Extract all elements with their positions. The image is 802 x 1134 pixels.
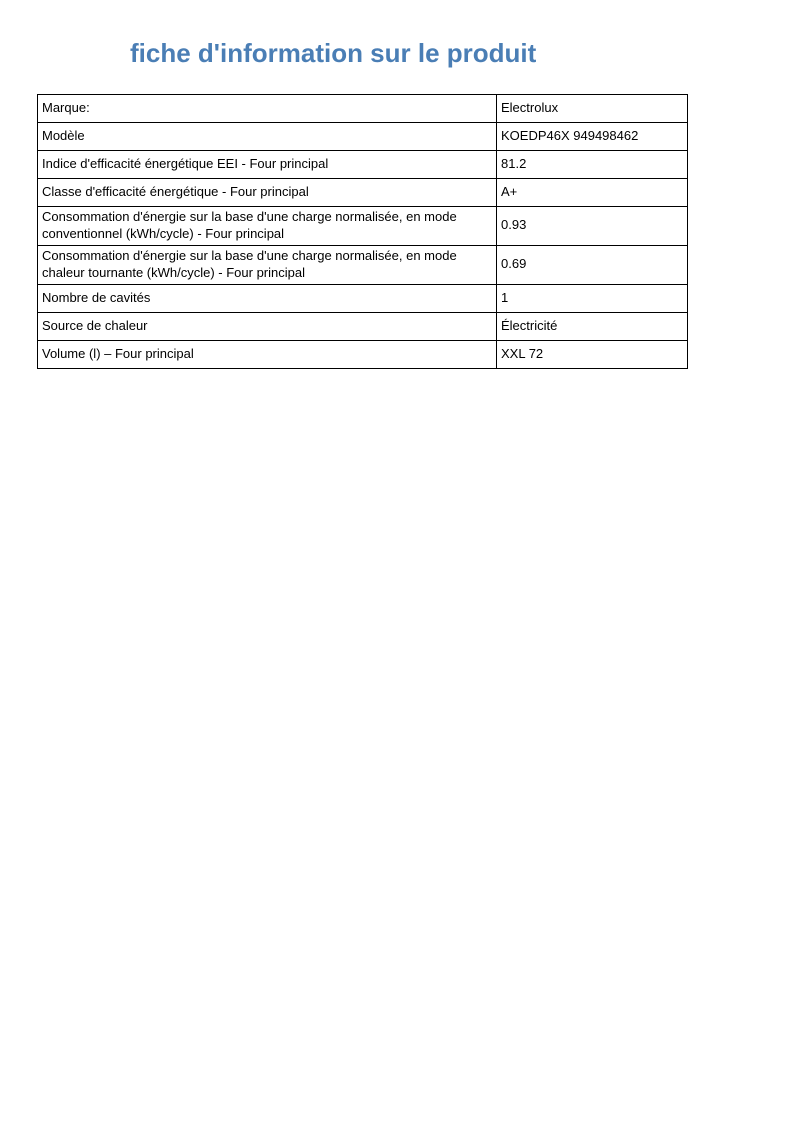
table-row: [38, 207, 688, 246]
table-row: [38, 123, 688, 151]
row-label: Consommation d'énergie sur la base d'une charge normalisée, en mode conventionnel (kWh/cycle) - Four principal: [38, 207, 497, 246]
row-value: 0.93: [497, 207, 688, 246]
row-value: KOEDP46X 949498462: [497, 123, 688, 151]
row-label: Source de chaleur: [38, 312, 497, 340]
table-row: [38, 312, 688, 340]
row-label: Marque:: [38, 95, 497, 123]
row-value: A+: [497, 179, 688, 207]
table-row: [38, 179, 688, 207]
row-value: 0.69: [497, 245, 688, 284]
row-label: Nombre de cavités: [38, 284, 497, 312]
table-row: [38, 245, 688, 284]
row-label: Classe d'efficacité énergétique - Four principal: [38, 179, 497, 207]
table-body: [38, 95, 688, 369]
row-value: XXL 72: [497, 340, 688, 368]
row-value: Électricité: [497, 312, 688, 340]
table-row: [38, 284, 688, 312]
row-label: Modèle: [38, 123, 497, 151]
table-row: [38, 95, 688, 123]
row-label: Volume (l) – Four principal: [38, 340, 497, 368]
page-title: fiche d'information sur le produit: [130, 38, 537, 68]
table-row: [38, 151, 688, 179]
row-value: Electrolux: [497, 95, 688, 123]
row-label: Indice d'efficacité énergétique EEI - Four principal: [38, 151, 497, 179]
product-info-table: [37, 94, 688, 369]
row-value: 1: [497, 284, 688, 312]
row-value: 81.2: [497, 151, 688, 179]
table-row: [38, 340, 688, 368]
row-label: Consommation d'énergie sur la base d'une charge normalisée, en mode chaleur tournante (kWh/cycle) - Four principal: [38, 245, 497, 284]
